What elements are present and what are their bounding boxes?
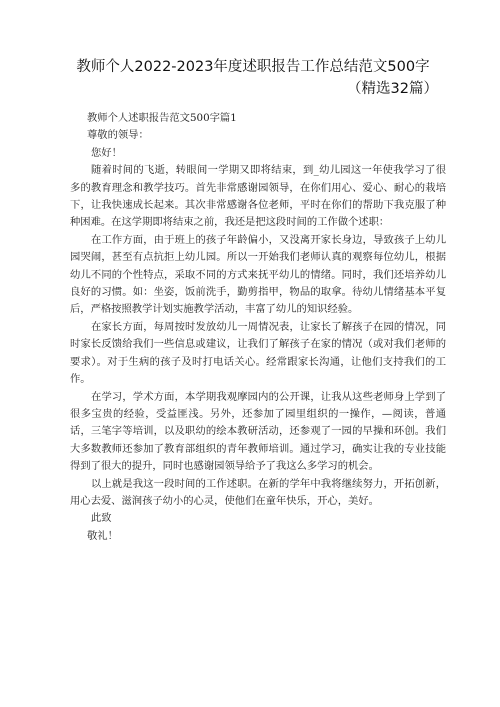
document-body bbox=[70, 110, 446, 545]
closing-line: 此致 bbox=[91, 512, 112, 525]
body-paragraph: 以上就是我这一段时间的工作述职。在新的学年中我将继续努力，开拓创新，用心去爱、滋润孩子幼小的心灵，使他们在童年快乐，开心，美好。 bbox=[70, 477, 446, 507]
body-paragraph: 在学习，学术方面，本学期我观摩园内的公开课，让我从这些老师身上学到了很多宝贵的经验，受益匪浅。另外，还参加了园里组织的一操作，—阅读，普通话，三笔字等培训，以及职幼的绘本教研活动，还参观了一园的早操和环创。我们大多数教师还参加了教育部组织的青年教师培训。通过学习，确实让我的专业技能得到了很大的提升，同时也感谢园领导给予了我这么多学习的机会。 bbox=[70, 390, 446, 473]
article-heading: 教师个人述职报告范文500字篇1 bbox=[87, 112, 237, 124]
body-paragraph: 在家长方面，每周按时发放幼儿一周情况表，让家长了解孩子在园的情况，同时家长反馈给我们一些信息或建议，让我们了解孩子在家的情况（或对我们老师的要求）。对于生病的孩子及时打电话关心。经常跟家长沟通，让他们支持我们的工作。 bbox=[70, 320, 446, 386]
body-paragraph: 随着时间的飞逝，转眼间一学期又即将结束，到_幼儿园这一年使我学习了很多的教育理念和教学技巧。首先非常感谢园领导，在你们用心、爱心、耐心的栽培下，让我快速成长起来。其次非常感谢各位老师，平时在你们的帮助下我克服了种种困难。在这学期即将结束之前，我还是把这段时间的工作做个述职： bbox=[70, 164, 446, 229]
body-paragraph: 在工作方面，由于班上的孩子年龄偏小，又没离开家长身边，导致孩子上幼儿园哭闹，甚至有点抗拒上幼儿园。所以一开始我们老师认真的观察每位幼儿，根据幼儿不同的个性特点，采取不同的方式来抚平幼儿的情绪。同时，我们还培养幼儿良好的习惯。如：坐姿，饭前洗手，勤剪指甲，物品的取拿。待幼儿情绪基本平复后，严格按照教学计划实施教学活动，丰富了幼儿的知识经验。 bbox=[70, 233, 446, 316]
title-line-1: 教师个人2022-2023年度述职报告工作总结范文500字 bbox=[76, 59, 430, 75]
salutation: 尊敬的领导： bbox=[87, 129, 149, 142]
closing-regards: 敬礼！ bbox=[87, 529, 118, 542]
greeting: 您好！ bbox=[91, 146, 122, 159]
document-title bbox=[68, 56, 438, 100]
title-line-2: （精选32篇） bbox=[347, 81, 438, 97]
